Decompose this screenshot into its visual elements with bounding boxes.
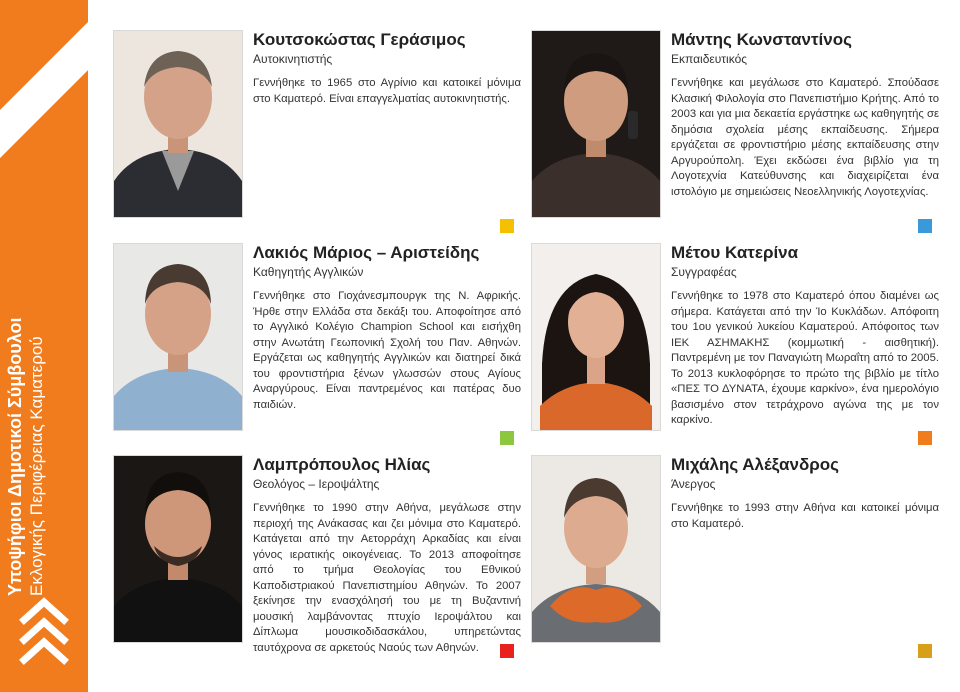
- candidate-photo: [531, 455, 661, 643]
- candidate-name: Λακιός Μάριος – Αριστείδης: [253, 243, 480, 262]
- marker-green: [500, 431, 514, 445]
- candidate-photo: [113, 243, 243, 431]
- marker-orange: [918, 431, 932, 445]
- candidate-bio: Γεννήθηκε το 1965 στο Αγρίνιο και κατοικεί μόνιμα στο Καματερό. Είναι επαγγελματίας αυτοκινητιστής.: [253, 77, 521, 105]
- candidate-name: Μέτου Κατερίνα: [671, 243, 799, 262]
- sidebar-heading: [4, 256, 88, 596]
- candidate-photo: [113, 455, 243, 643]
- candidate-photo: [113, 30, 243, 218]
- candidate-bio: Γεννήθηκε το 1990 στην Αθήνα, μεγάλωσε στην περιοχή της Ανάκασας και ζει μόνιμα στο Καματερό. Κατάγεται από την Αετορράχη Αρκαδίας και είναι γόνος ιερατικής οικογένειας. Το 2013 αποφοίτησε από το τμήμα Θεολογίας του Εθνικού Καποδιστριακού Πανεπιστημίου Αθηνών. Το 2007 ξεκίνησε την ενασχόλησή του με τη Βυζαντινή μουσική λαμβάνοντας πτυχίο Ιεροψάλτου και Δίπλωμα μουσικοδιδασκάλου, υπηρετώντας ταυτόχρονα σε αρκετούς Ναούς των Αθηνών.: [253, 502, 521, 654]
- marker-yellow: [500, 219, 514, 233]
- sidebar-title: Υποψήφιοι Δημοτικοί Σύμβουλοι: [5, 317, 25, 596]
- candidate-role: Εκπαιδευτικός: [671, 52, 748, 66]
- diagonal-stripe: [0, 0, 88, 174]
- candidate-card-metou: [531, 243, 941, 453]
- candidate-card-mantis: [531, 30, 941, 240]
- candidate-role: Αυτοκινητιστής: [253, 52, 333, 66]
- candidate-photo: [531, 243, 661, 431]
- candidate-name: Μάντης Κωνσταντίνος: [671, 30, 852, 49]
- marker-gold: [918, 644, 932, 658]
- marker-red: [500, 644, 514, 658]
- candidate-card-lampropoulos: [113, 455, 523, 665]
- sidebar-subtitle: Εκλογικής Περιφέρειας Καματερού: [27, 336, 46, 596]
- candidate-photo: [531, 30, 661, 218]
- candidate-name: Κουτσοκώστας Γεράσιμος: [253, 30, 466, 49]
- candidate-card-lakios: [113, 243, 523, 453]
- candidate-role: Καθηγητής Αγγλικών: [253, 265, 364, 279]
- candidate-bio: Γεννήθηκε το 1993 στην Αθήνα και κατοικεί μόνιμα στο Καματερό.: [671, 502, 939, 530]
- candidate-role: Άνεργος: [671, 477, 716, 491]
- candidate-role: Συγγραφέας: [671, 265, 737, 279]
- chevrons-up-icon: [18, 596, 70, 666]
- candidate-card-koutsokostas: [113, 30, 523, 240]
- sidebar-band: [0, 0, 88, 692]
- candidate-name: Μιχάλης Αλέξανδρος: [671, 455, 839, 474]
- candidate-role: Θεολόγος – Ιεροψάλτης: [253, 477, 380, 491]
- candidate-bio: Γεννήθηκε στο Γιοχάνεσμπουργκ της Ν. Αφρικής. Ήρθε στην Ελλάδα στα δεκάξι του. Αποφοίτησε από το Αγγλικό Κολέγιο Champion School και εισήχθη στην Ανωτάτη Γεωπονική Σχολή του Παν. Αθηνών. Εργάζεται ως καθηγητής Αγγλικών και διατηρεί δικά του φροντιστήρια ξένων γλωσσών στους Αγίους Αναργύρους. Είναι παντρεμένος και πατέρας δυο παιδιών.: [253, 290, 521, 411]
- candidate-bio: Γεννήθηκε το 1978 στο Καματερό όπου διαμένει ως σήμερα. Κατάγεται από την Ίο Κυκλάδων. Απόφοιτη του 1ου γενικού λυκείου Καματερού. Απόφοιτος των ΙΕΚ ΑΣΗΜΑΚΗΣ (κομμωτική - αισθητική). Παντρεμένη με τον Παναγιώτη Μωραΐτη από το 2005. Το 2013 κυκλοφόρησε το πρώτο της βιβλίο με τίτλο «ΠΕΣ ΤΟ ΔΥΝΑΤΑ, έχουμε καρκίνο», ένα ημερολόγιο βασισμένο στον τετράχρονο αγώνα της με τον καρκίνο.: [671, 290, 939, 426]
- candidate-bio: Γεννήθηκε και μεγάλωσε στο Καματερό. Σπούδασε Κλασική Φιλολογία στο Πανεπιστήμιο Κρήτης. Από το 2003 και για μια δεκαετία εργάστηκε ως καθηγητής σε δημόσια σχολεία μέσης εκπαίδευσης. Σήμερα εργάζεται σε φροντιστήριο μέσης εκπαίδευσης στην Αργυρούπολη. Έχει εκδώσει ένα βιβλίο για τη Λογοτεχνία Κατεύθυνσης και διαχειρίζεται ένα ιστολόγιο με σημειώσεις Νεοελληνικής Λογοτεχνίας.: [671, 77, 939, 198]
- candidate-name: Λαμπρόπουλος Ηλίας: [253, 455, 431, 474]
- candidate-card-michalis: [531, 455, 941, 665]
- marker-blue: [918, 219, 932, 233]
